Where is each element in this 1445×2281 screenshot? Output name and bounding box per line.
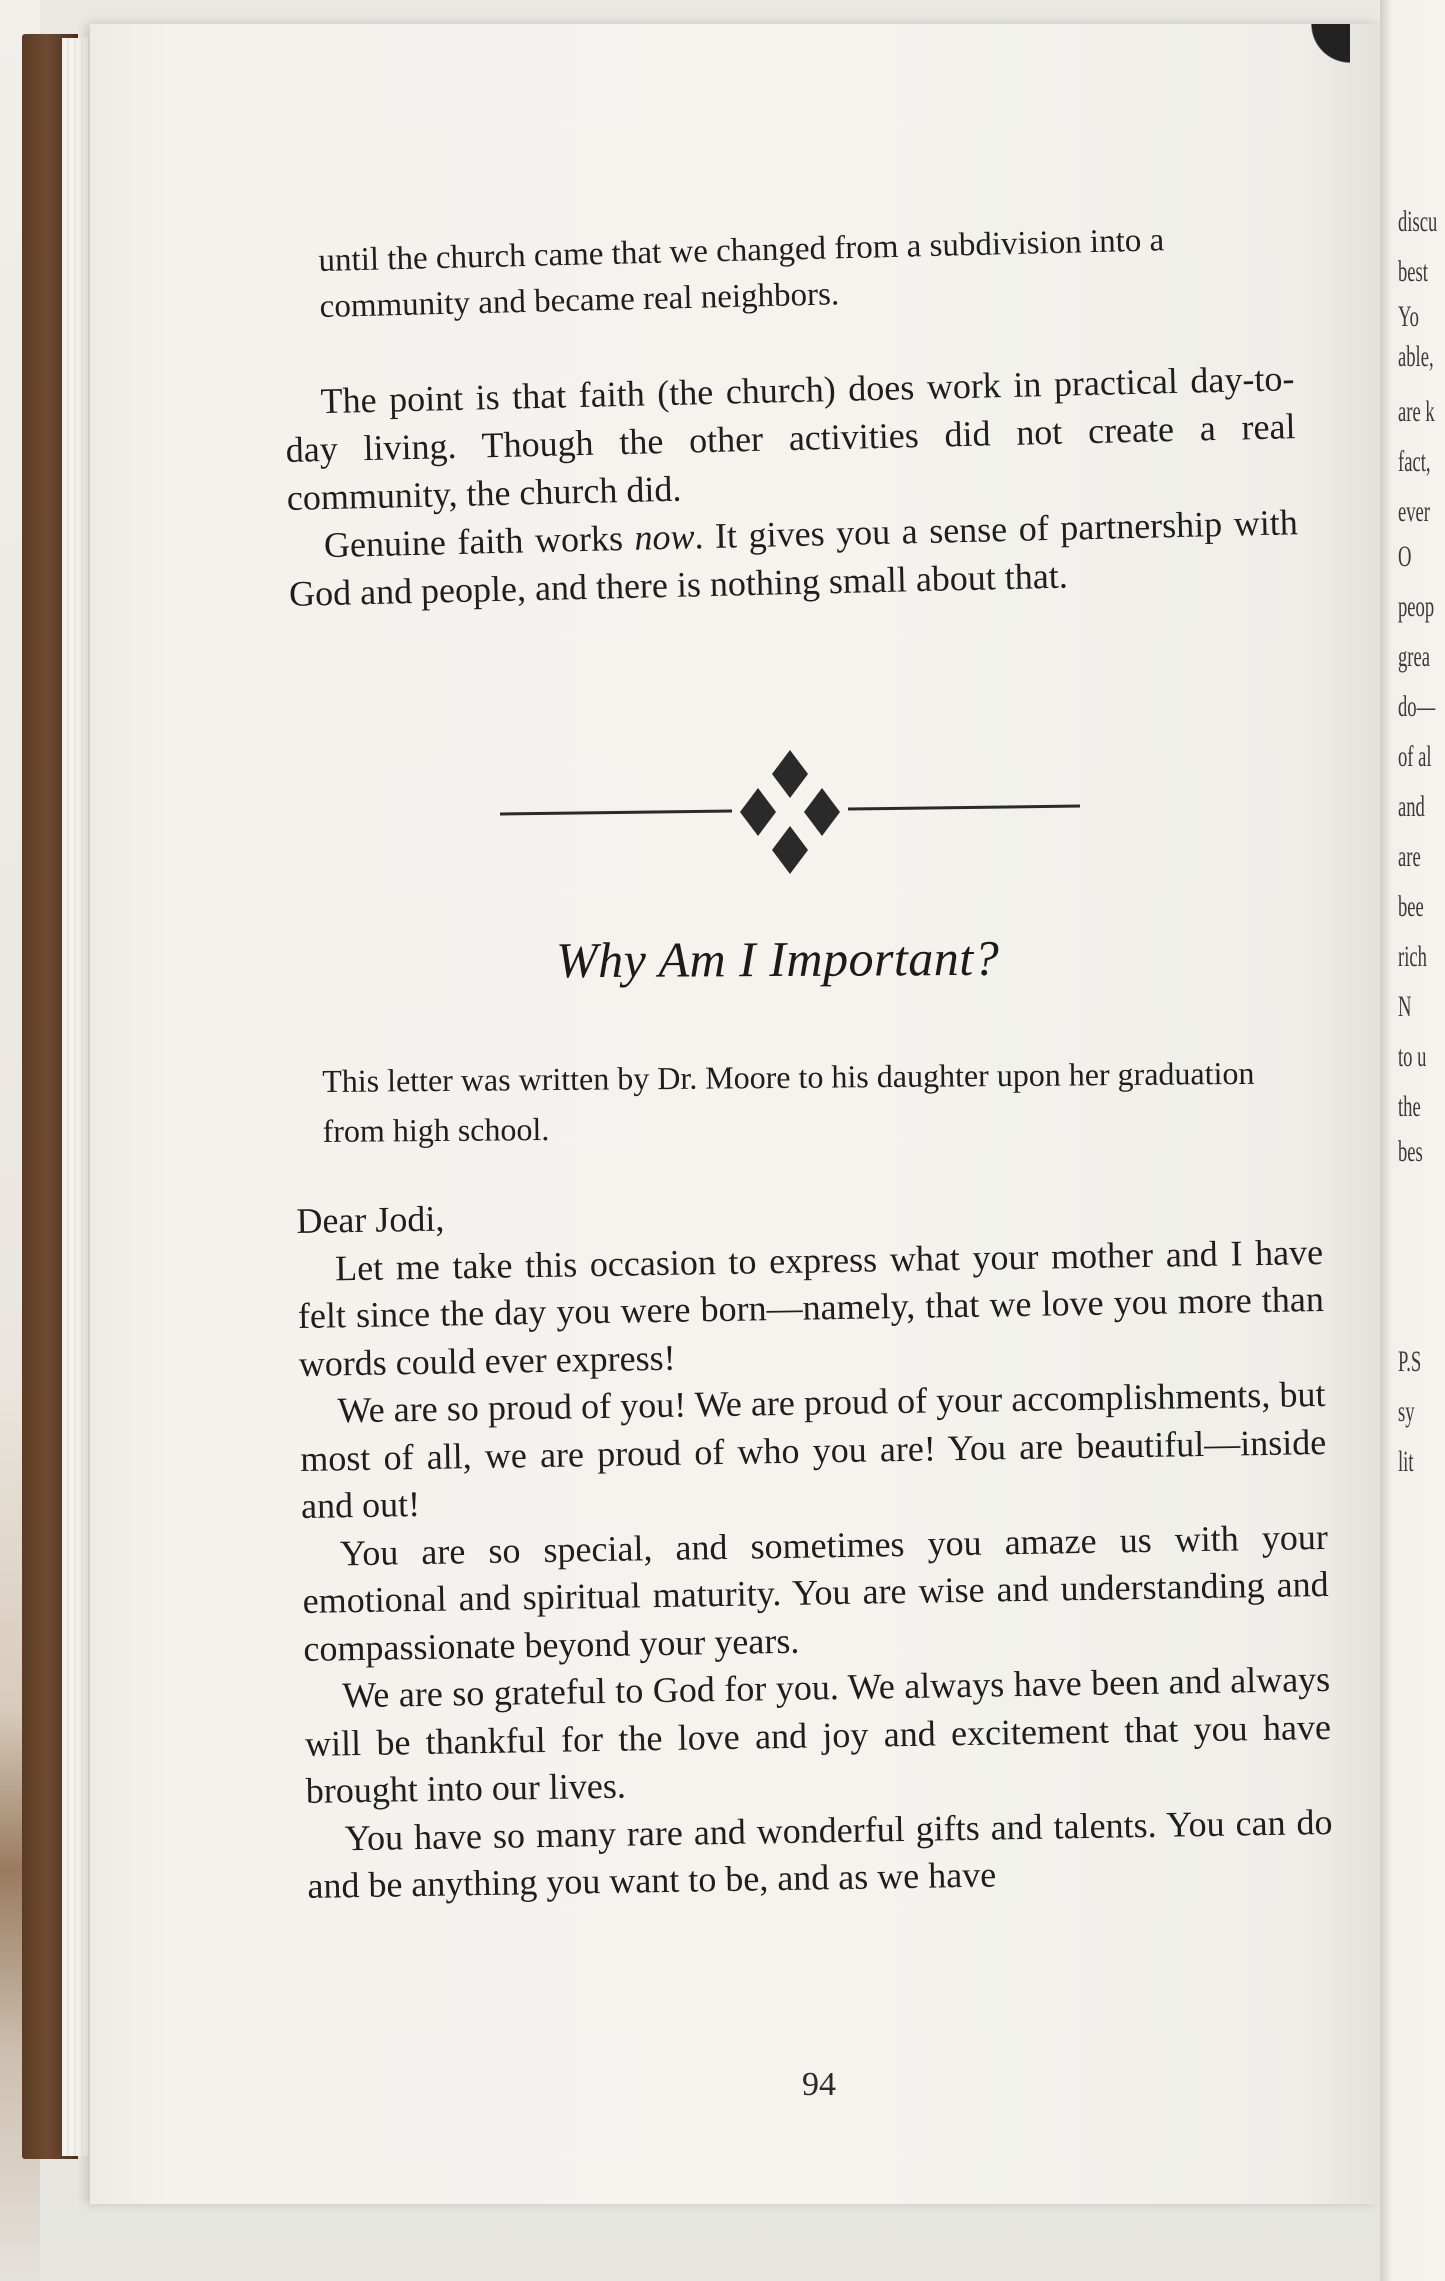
facing-page-fragment: Yo (1398, 300, 1419, 333)
letter-paragraph: You are so special, and sometimes you amaze us with your emotional and spiritual maturity. You are wise and understanding and compassionate beyond your years. (302, 1516, 1329, 1669)
diamond-cluster-icon (500, 744, 1090, 884)
emphasis-now: now (634, 516, 695, 558)
letter-paragraph: We are so proud of you! We are proud of your accomplishments, but most of all, we are proud of who you are! You are beautiful—inside and out! (299, 1373, 1327, 1526)
facing-page-fragment: bee (1398, 890, 1424, 923)
letter-salutation: Dear Jodi, (296, 1198, 445, 1241)
intro-note: This letter was written by Dr. Moore to his daughter upon her graduation from high school. (322, 1054, 1255, 1149)
facing-page-fragment: sy (1398, 1395, 1415, 1428)
letter-paragraph: You have so many rare and wonderful gifts and talents. You can do and be anything you want to be, and as we have (307, 1801, 1333, 1906)
section-title: Why Am I Important? (555, 929, 1000, 989)
facing-page-fragment: N (1398, 990, 1412, 1023)
ornament-rule-left (500, 811, 732, 814)
facing-page-fragment: fact, (1398, 445, 1431, 478)
diamond-left (740, 788, 776, 836)
facing-page-fragment: do— (1398, 690, 1436, 723)
diamond-right (804, 788, 840, 836)
page-corner-shadow (1230, 24, 1350, 64)
carryover-text: until the church came that we changed from a subdivision into a community and became real neighbors. (318, 222, 1165, 325)
facing-page-fragment: P.S (1398, 1345, 1422, 1378)
page-number: 94 (802, 2066, 836, 2103)
diamond-bottom (772, 826, 808, 874)
facing-page-fragment: are k (1398, 395, 1435, 428)
facing-page-fragment: O (1398, 540, 1412, 573)
paragraph-faith-practical: The point is that faith (the church) does work in practical day-to-day living. Though the other activities did not create a real community, the church did. (285, 358, 1296, 518)
facing-page-fragment: bes (1398, 1135, 1423, 1168)
facing-page-fragment: able, (1398, 340, 1434, 373)
top-paragraphs (284, 354, 1299, 618)
facing-page-fragment: lit (1398, 1445, 1414, 1478)
facing-page-fragment: peop (1398, 590, 1435, 623)
facing-page-edge (1380, 0, 1445, 2281)
facing-page-fragment: the (1398, 1090, 1421, 1123)
ornament-rule-right (848, 806, 1080, 809)
paragraph-genuine-faith: Genuine faith works now. It gives you a sense of partnership with God and people, and there is nothing small about that. (288, 502, 1299, 614)
facing-page-fragment: discu (1398, 205, 1438, 238)
facing-page-fragment: to u (1398, 1040, 1427, 1073)
facing-page-fragment: of al (1398, 740, 1432, 773)
facing-page-fragment: are (1398, 840, 1421, 873)
facing-page-fragment: ever (1398, 495, 1431, 528)
facing-page-fragment: best (1398, 255, 1428, 288)
facing-page-fragment: and (1398, 790, 1425, 823)
letter-body (296, 1181, 1334, 1910)
letter-paragraph: Let me take this occasion to express what your mother and I have felt since the day you were born—namely, that we love you more than words could ever express! (297, 1231, 1325, 1384)
facing-page-fragment: rich (1398, 940, 1427, 973)
facing-page-fragment: grea (1398, 640, 1431, 673)
letter-paragraph: We are so grateful to God for you. We always have been and always will be thankful for the love and joy and excitement that you have brought into our lives. (304, 1658, 1332, 1811)
diamond-top (772, 750, 808, 798)
